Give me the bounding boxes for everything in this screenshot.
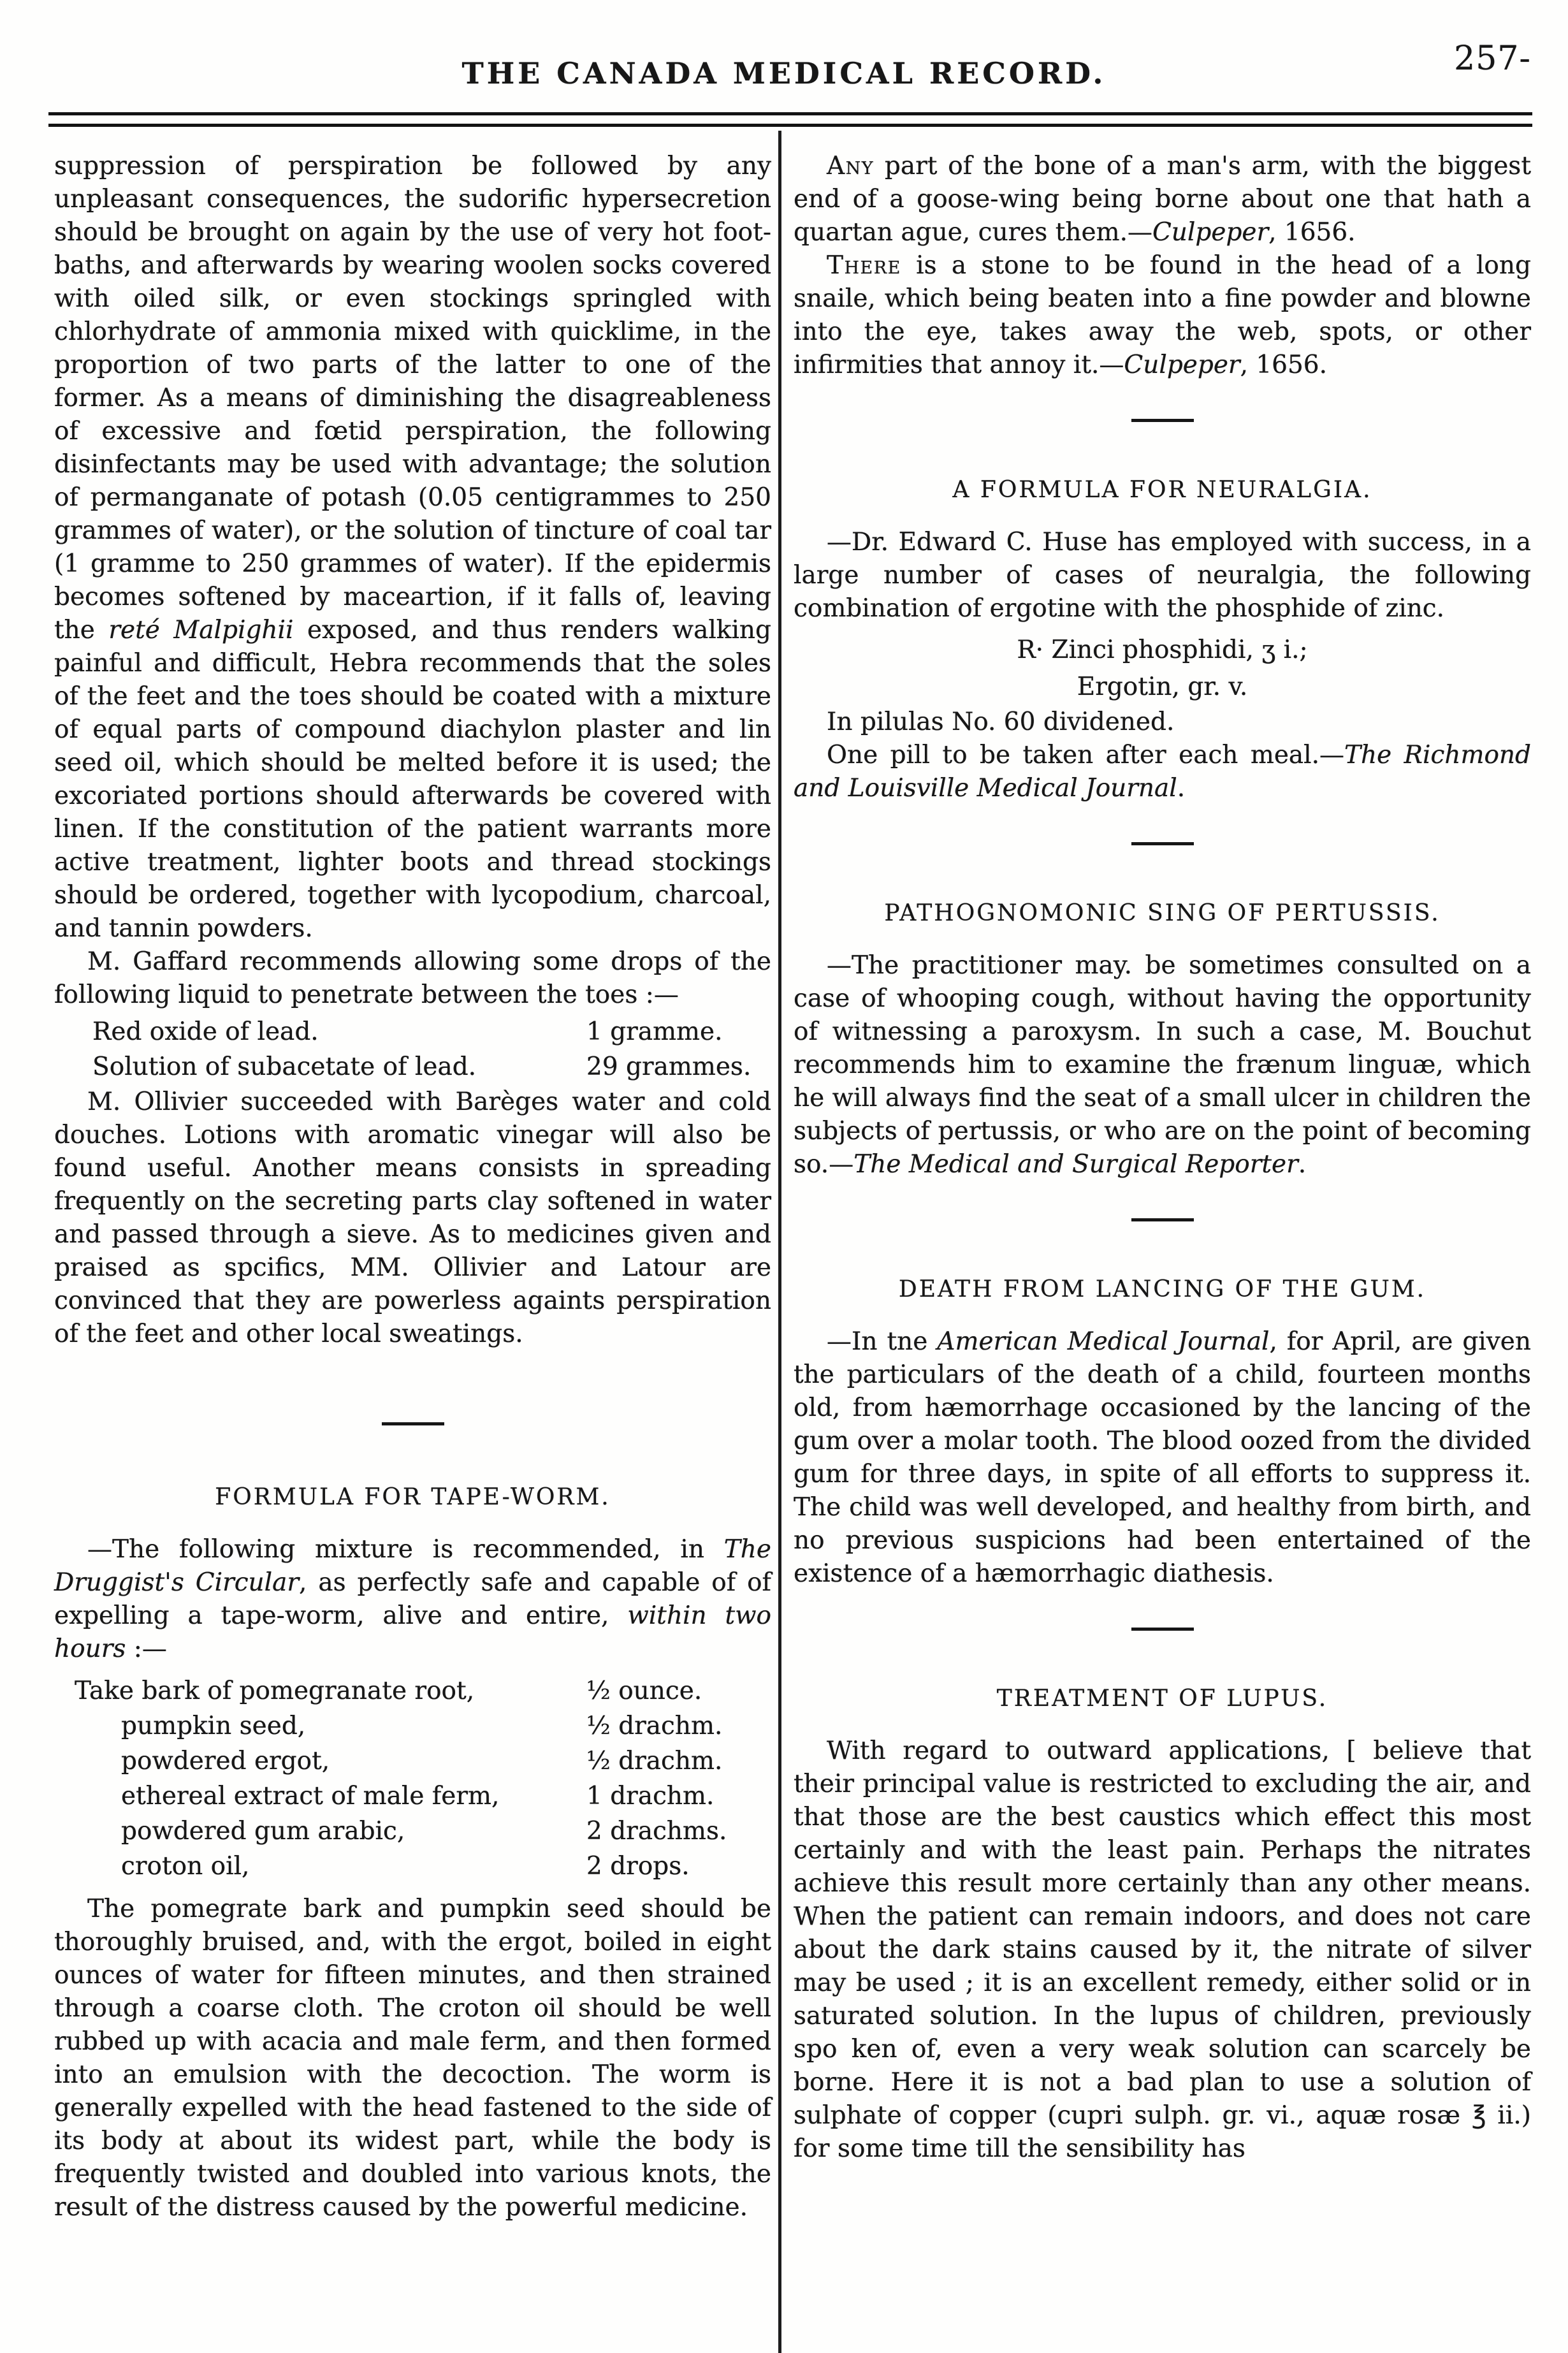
paragraph-gaffard xyxy=(54,945,771,1012)
text-run: . xyxy=(1298,1150,1307,1179)
recipe-row xyxy=(54,1779,771,1814)
recipe-item: powdered ergot, xyxy=(121,1747,330,1775)
section-divider xyxy=(1131,1218,1194,1221)
text-run-italic: The Druggist's Circular xyxy=(54,1535,771,1597)
text-run: , 1656. xyxy=(1268,218,1356,247)
text-run: , 1656. xyxy=(1240,351,1328,379)
paragraph-lupus xyxy=(794,1735,1531,2166)
text-run: :— xyxy=(126,1635,167,1663)
recipe-row xyxy=(54,1814,771,1849)
recipe-row xyxy=(54,1744,771,1779)
paragraph-pertussis xyxy=(794,949,1531,1181)
recipe-quantity: ½ ounce. xyxy=(586,1677,702,1705)
recipe-item: croton oil, xyxy=(121,1852,250,1881)
paragraph-gum xyxy=(794,1325,1531,1591)
section-heading-lupus: TREATMENT OF LUPUS. xyxy=(996,1686,1328,1712)
text-run-italic: The Medical and Surgical Reporter xyxy=(853,1150,1298,1179)
text-run: —In tne xyxy=(827,1327,938,1356)
rx-zinci-line: R· Zinci phosphidi, ʒ i.; xyxy=(1017,636,1308,664)
text-run: The pomegrate bark and pumpkin seed should be thoroughly bruised, and, with the ergot, boiled in eight ounces of water for fifteen minutes, and then strained through a coarse cloth. The croton oil should be well rubbed up with acacia and male ferm, and then formed into an emulsion with the decoction. The worm is generally expelled with the head fastened to the side of its body at about its widest part, while the body is frequently twisted and doubled into various knots, the result of the distress caused by the powerful medicine. xyxy=(54,1895,771,2222)
text-run: , as perfectly safe and capable of of expelling a tape-worm, alive and entire, xyxy=(54,1568,771,1630)
text-run: In pilulas No. 60 dividened. xyxy=(827,708,1175,736)
text-run-italic: Culpeper xyxy=(1152,218,1269,247)
paragraph-pilulas xyxy=(794,706,1531,739)
text-run-italic: reté Malpighii xyxy=(108,616,294,645)
section-divider xyxy=(1131,419,1194,422)
section-heading-neuralgia: A FORMULA FOR NEURALGIA. xyxy=(952,477,1372,503)
text-run: part of the bone of a man's arm, with the biggest end of a goose-wing being borne about one that hath a quartan ague, cures them.— xyxy=(794,152,1531,247)
section-divider xyxy=(382,1422,444,1425)
paragraph-tapeworm-directions xyxy=(54,1893,771,2224)
text-run-italic: within two hours xyxy=(54,1601,771,1663)
section-heading-pertussis: PATHOGNOMONIC SING OF PERTUSSIS. xyxy=(884,900,1441,926)
text-run-italic: The Richmond and Louisville Medical Journal xyxy=(794,741,1532,803)
text-run-smallcaps: There xyxy=(827,251,901,280)
recipe-quantity: 2 drops. xyxy=(586,1852,690,1881)
rx-ergotin-line: Ergotin, gr. v. xyxy=(1077,673,1248,701)
text-run: . xyxy=(1177,774,1186,803)
paragraph-culpeper-arm xyxy=(794,150,1531,249)
recipe-quantity: ½ drachm. xyxy=(586,1747,723,1775)
left-column xyxy=(54,131,771,2353)
header-rule xyxy=(48,112,1532,127)
text-run: suppression of perspiration be followed by any unpleasant consequences, the sudorific hypersecretion should be brought on again by the use of very hot foot-baths, and afterwards by wearing woolen socks covered with oiled silk, or even stockings springled with chlorhydrate of ammonia mixed with quicklime, in the proportion of two parts of the latter to one of the former. As a means of diminishing the disagreableness of excessive and fœtid perspiration, the following disinfectants may be used with advantage; the solution of permanganate of potash (0.05 centigrammes to 250 grammes of water), or the solution of tincture of coal tar (1 gramme to 250 grammes of water). If the epidermis becomes softened by maceartion, if it falls of, leaving the xyxy=(54,152,771,645)
text-run-italic: American Medical Journal xyxy=(937,1327,1270,1356)
recipe-item: Take bark of pomegranate root, xyxy=(75,1677,475,1705)
text-run: M. Ollivier succeeded with Barèges water and cold douches. Lotions with aromatic vinegar will also be found useful. Another means consists in spreading frequently on the secreting parts clay softened in water and passed through a sieve. As to medicines given and praised as spcifics, MM. Ollivier and Latour are convinced that they are powerless againts perspiration of the feet and other local sweatings. xyxy=(54,1088,771,1348)
recipe-item: Solution of subacetate of lead. xyxy=(92,1053,477,1081)
recipe-row xyxy=(54,1673,771,1708)
text-run: —The practitioner may. be sometimes consulted on a case of whooping cough, without having the opportunity of witnessing a paroxysm. In such a case, M. Bouchut recommends him to examine the frænum linguæ, which he will always find the seat of a small ulcer in children the subjects of pertussis, or who are on the point of becoming so.— xyxy=(794,951,1531,1179)
paragraph-ollivier xyxy=(54,1086,771,1351)
page-title: THE CANADA MEDICAL RECORD. xyxy=(461,56,1107,91)
text-run: —The following mixture is recommended, in xyxy=(87,1535,724,1564)
paragraph-perspiration xyxy=(54,150,771,945)
recipe-row xyxy=(54,1049,771,1084)
text-run: M. Gaffard recommends allowing some drops of the following liquid to penetrate between the toes :— xyxy=(54,947,771,1009)
paragraph-tapeworm-intro xyxy=(54,1533,771,1666)
recipe-quantity: 1 drachm. xyxy=(586,1782,715,1810)
right-column xyxy=(794,131,1531,2353)
recipe-lead-drops xyxy=(54,1014,771,1084)
recipe-item: powdered gum arabic, xyxy=(121,1817,405,1846)
text-run: —Dr. Edward C. Huse has employed with success, in a large number of cases of neuralgia, the following combination of ergotine with the phosphide of zinc. xyxy=(794,528,1531,623)
paragraph-neuralgia-intro xyxy=(794,526,1531,625)
rx-formula-block xyxy=(794,632,1531,706)
recipe-row xyxy=(54,1849,771,1884)
section-divider xyxy=(1131,842,1194,845)
paragraph-neuralgia-closing xyxy=(794,739,1531,805)
recipe-row xyxy=(54,1014,771,1049)
paragraph-culpeper-snail xyxy=(794,249,1531,382)
text-run: With regard to outward applications, [ believe that their principal value is restricted to excluding the air, and that those are the best caustics which effect this most certainly and with the least pain. Perhaps the nitrates achieve this result more certainly than any other means. When the patient can remain indoors, and does not care about the dark stains caused by it, the nitrate of silver may be used ; it is an excellent remedy, either solid or in saturated solution. In the lupus of children, previously spo ken of, even a very weak solution can scarcely be borne. Here it is not a bad plan to use a solution of sulphate of copper (cupri sulph. gr. vi., aquæ rosæ ℥ ii.) for some time till the sensibility has xyxy=(794,1737,1531,2163)
recipe-tapeworm xyxy=(54,1673,771,1884)
recipe-quantity: 1 gramme. xyxy=(586,1017,723,1046)
recipe-item: pumpkin seed, xyxy=(121,1712,306,1740)
text-run-smallcaps: Any xyxy=(827,152,875,180)
recipe-quantity: 2 drachms. xyxy=(586,1817,727,1846)
column-divider xyxy=(778,131,781,2353)
page-number: 257- xyxy=(1454,40,1531,78)
text-run: is a stone to be found in the head of a long snaile, which being beaten into a fine powder and blowne into the eye, takes away the web, spots, or other infirmities that annoy it.— xyxy=(794,251,1531,379)
section-heading-gum: DEATH FROM LANCING OF THE GUM. xyxy=(898,1276,1426,1302)
text-run: , for April, are given the particulars of the death of a child, fourteen months old, from hæmorrhage occasioned by the lancing of the gum over a molar tooth. The blood oozed from the divided gum for three days, in spite of all efforts to suppress it. The child was well developed, and healthy from birth, and no previous suspicions had been entertained of the existence of a hæmorrhagic diathesis. xyxy=(794,1327,1531,1588)
recipe-quantity: ½ drachm. xyxy=(586,1712,723,1740)
recipe-item: Red oxide of lead. xyxy=(92,1017,319,1046)
section-heading-tapeworm: FORMULA FOR TAPE-WORM. xyxy=(215,1484,611,1510)
text-run: One pill to be taken after each meal.— xyxy=(827,741,1345,769)
text-run-italic: Culpeper xyxy=(1124,351,1240,379)
recipe-quantity: 29 grammes. xyxy=(586,1053,751,1081)
text-run: exposed, and thus renders walking painful and difficult, Hebra recommends that the soles of the feet and the toes should be coated with a mixture of equal parts of compound diachylon plaster and lin seed oil, which should be melted before it is used; the excoriated portions should afterwards be covered with linen. If the constitution of the patient warrants more active treatment, lighter boots and thread stockings should be ordered, together with lycopodium, charcoal, and tannin powders. xyxy=(54,616,771,943)
recipe-row xyxy=(54,1708,771,1744)
recipe-item: ethereal extract of male ferm, xyxy=(121,1782,500,1810)
section-divider xyxy=(1131,1628,1194,1631)
column-layout xyxy=(0,131,1568,2353)
